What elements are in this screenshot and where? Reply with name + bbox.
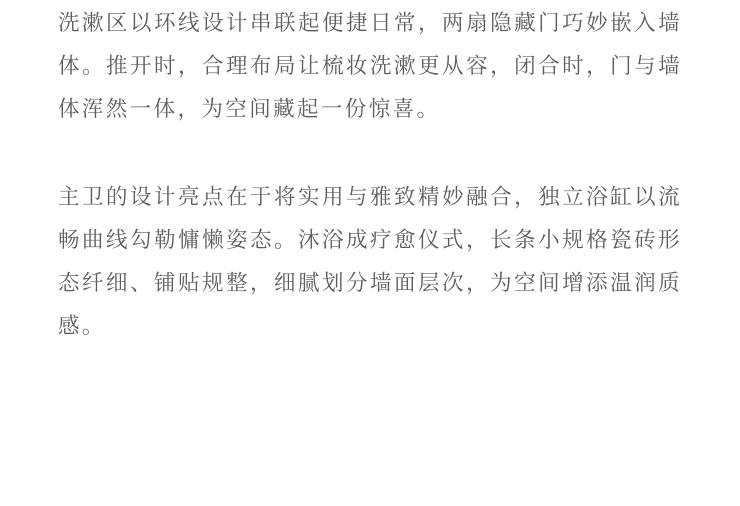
paragraph-washroom-area: 洗漱区以环线设计串联起便捷日常，两扇隐藏门巧妙嵌入墙体。推开时，合理布局让梳妆洗漱更从容，闭合时，门与墙体浑然一体，为空间藏起一份惊喜。 [58, 11, 682, 121]
article-body [58, 0, 682, 348]
paragraph-master-bathroom: 主卫的设计亮点在于将实用与雅致精妙融合，独立浴缸以流畅曲线勾勒慵懒姿态。沐浴成疗愈仪式，长条小规格瓷砖形态纤细、铺贴规整，细腻划分墙面层次，为空间增添温润质感。 [58, 185, 682, 338]
